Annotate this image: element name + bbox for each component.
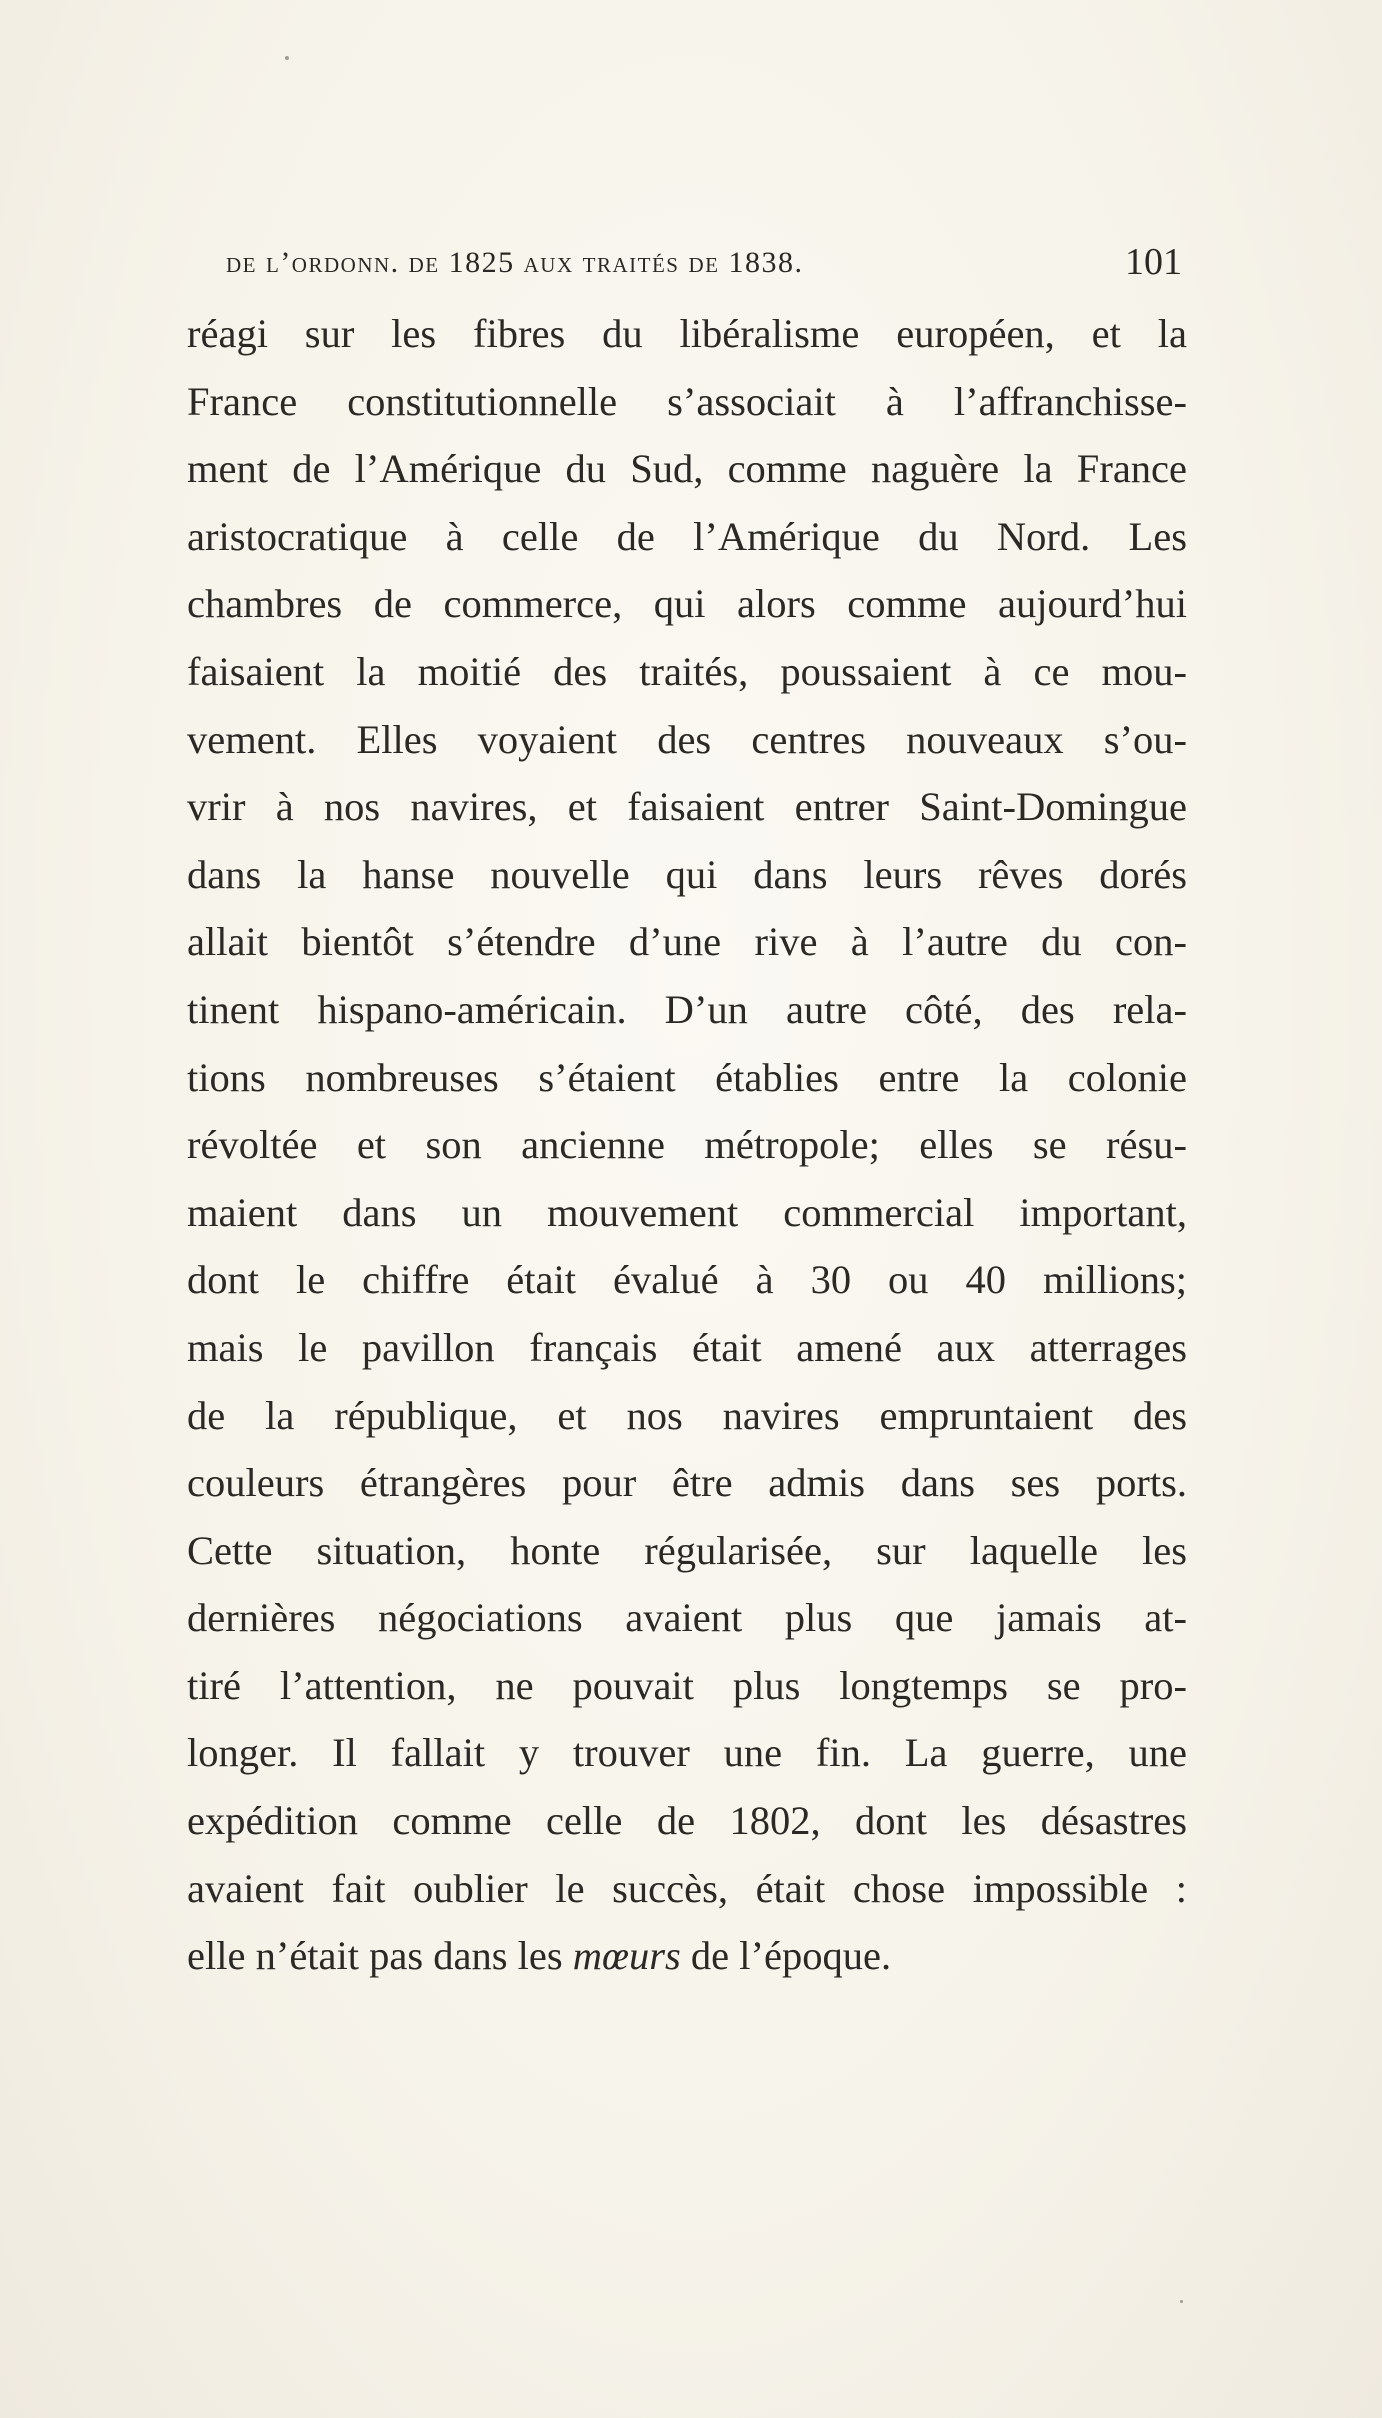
text-line: de la république, et nos navires empruntaient des	[187, 1392, 1187, 1438]
text-line: vement. Elles voyaient des centres nouveaux s’ou-	[187, 716, 1187, 762]
text-line: France constitutionnelle s’associait à l’affranchisse-	[187, 378, 1187, 424]
text-line: tions nombreuses s’étaient établies entre la colonie	[187, 1054, 1187, 1100]
text-line: ment de l’Amérique du Sud, comme naguère la France	[187, 446, 1187, 492]
text-line: chambres de commerce, qui alors comme aujourd’hui	[187, 581, 1187, 627]
text-line: tinent hispano-américain. D’un autre côté, des rela-	[187, 986, 1187, 1032]
text-line: tiré l’attention, ne pouvait plus longtemps se pro-	[187, 1662, 1187, 1708]
text-line: Cette situation, honte régularisée, sur laquelle les	[187, 1527, 1187, 1573]
text-line: mais le pavillon français était amené aux atterrages	[187, 1324, 1187, 1370]
text-line: couleurs étrangères pour être admis dans ses ports.	[187, 1460, 1187, 1506]
running-title: de l’ordonn. de 1825 aux traités de 1838.	[226, 246, 804, 279]
page-number: 101	[1125, 241, 1182, 283]
text-line: avaient fait oublier le succès, était chose impossible :	[187, 1865, 1187, 1911]
text-line: dont le chiffre était évalué à 30 ou 40 millions;	[187, 1257, 1187, 1303]
italic-word: mœurs	[572, 1933, 681, 1979]
ink-speck	[285, 56, 289, 60]
text-line: aristocratique à celle de l’Amérique du Nord. Les	[187, 513, 1187, 559]
text-line: dernières négociations avaient plus que jamais at-	[187, 1595, 1187, 1641]
text-segment: de l’époque.	[680, 1933, 892, 1979]
text-segment: elle n’était pas dans les	[187, 1933, 573, 1979]
running-head	[226, 238, 1182, 298]
text-line-last	[187, 1922, 1187, 1990]
text-line: vrir à nos navires, et faisaient entrer Saint-Domingue	[187, 784, 1187, 830]
text-line: expédition comme celle de 1802, dont les désastres	[187, 1798, 1187, 1844]
text-line: maient dans un mouvement commercial important,	[187, 1189, 1187, 1235]
text-line: réagi sur les fibres du libéralisme européen, et la	[187, 311, 1187, 356]
ink-speck	[1180, 2300, 1183, 2303]
text-line: dans la hanse nouvelle qui dans leurs rêves dorés	[187, 851, 1187, 897]
text-line: révoltée et son ancienne métropole; elles se résu-	[187, 1122, 1187, 1168]
text-line: longer. Il fallait y trouver une fin. La guerre, une	[187, 1730, 1187, 1776]
text-line: allait bientôt s’étendre d’une rive à l’autre du con-	[187, 919, 1187, 965]
text-line: faisaient la moitié des traités, poussaient à ce mou-	[187, 648, 1187, 694]
body-text	[187, 300, 1187, 1990]
